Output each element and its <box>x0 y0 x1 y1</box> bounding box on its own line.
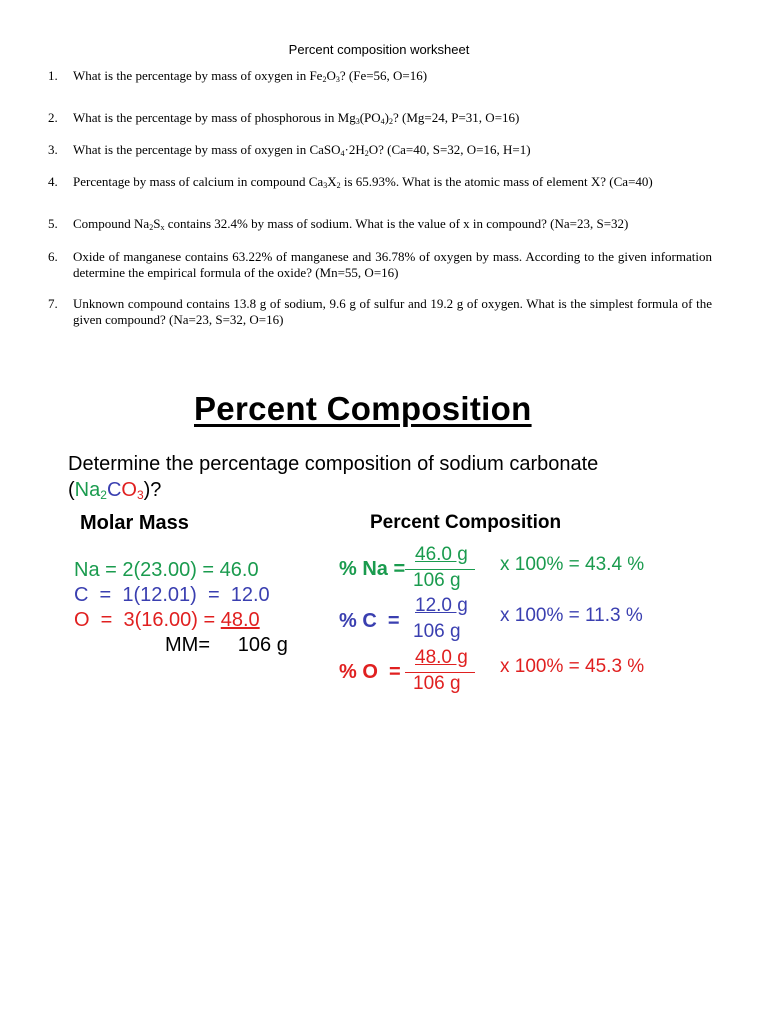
question-number: 6. <box>48 249 58 264</box>
percent-na-result: x 100% = 43.4 % <box>500 554 645 575</box>
question-number: 4. <box>48 174 58 189</box>
molar-mass-o-expression: O = 3(16.00) = <box>74 609 221 631</box>
percent-c-label: % C = <box>339 610 400 632</box>
percent-c-numerator: 12.0 g <box>415 595 468 616</box>
question-text: Percentage by mass of calcium in compound $Ca_3X_2$ is 65.93%. What is the atomic mass of element X? (Ca=40) <box>73 174 653 190</box>
molar-mass-c: C = 1(12.01) = 12.0 <box>74 584 270 606</box>
percent-o-denominator: 106 g <box>413 673 461 694</box>
worksheet-title: Percent composition worksheet <box>288 42 470 57</box>
question-number: 5. <box>48 216 58 231</box>
question-number: 1. <box>48 68 58 83</box>
prompt-open-paren: ( <box>68 479 75 501</box>
percent-o-label: % O = <box>339 661 401 683</box>
formula-na: Na <box>74 479 101 501</box>
question-text: Compound $Na_2S_x$ contains 32.4% by mass of sodium. What is the value of x in compound? (Na=23, S=32) <box>73 216 629 232</box>
question-text: What is the percentage by mass of phosphorous in $Mg_3(PO_4)_2$? (Mg=24, P=31, O=16) <box>73 110 520 126</box>
question-number: 2. <box>48 110 58 125</box>
molar-mass-o <box>74 609 260 632</box>
percent-o-result: x 100% = 45.3 % <box>500 656 645 677</box>
formula-o: O <box>121 479 137 501</box>
question-number: 3. <box>48 142 58 157</box>
formula-o-subscript: 3 <box>136 488 144 502</box>
formula-c: C <box>106 479 122 501</box>
question-number: 7. <box>48 296 58 311</box>
percent-composition-heading: Percent Composition <box>370 512 562 533</box>
prompt-line: Determine the percentage composition of sodium carbonate <box>68 453 599 475</box>
percent-o-numerator: 48.0 g <box>415 647 468 668</box>
question-text: What is the percentage by mass of oxygen in $Fe_2O_3$? (Fe=56, O=16) <box>73 68 428 84</box>
molar-mass-heading: Molar Mass <box>80 512 189 534</box>
percent-c-result: x 100% = 11.3 % <box>500 605 643 626</box>
slide-heading: Percent Composition <box>194 390 532 427</box>
molar-mass-na: Na = 2(23.00) = 46.0 <box>74 559 259 581</box>
percent-o-fraction-bar <box>405 672 475 673</box>
question-text: What is the percentage by mass of oxygen in $CaSO_4\cdot 2H_2O$? (Ca=40, S=32, O=16, H=1) <box>73 142 531 158</box>
molar-mass-total: MM= 106 g <box>165 634 288 656</box>
percent-na-numerator: 46.0 g <box>415 544 468 565</box>
percent-c-denominator: 106 g <box>413 621 461 642</box>
percent-na-fraction-bar <box>405 569 475 570</box>
question-text: Unknown compound contains 13.8 g of sodium, 9.6 g of sulfur and 19.2 g of oxygen. What is the simplest formula of the given compound? (Na=23, S=32, O=16) <box>73 296 712 327</box>
percent-na-denominator: 106 g <box>413 570 461 591</box>
formula-na-subscript: 2 <box>100 488 107 502</box>
percent-na-label: % Na = <box>339 558 406 580</box>
prompt-formula <box>68 479 161 502</box>
molar-mass-o-value: 48.0 <box>220 609 260 631</box>
question-text: Oxide of manganese contains 63.22% of manganese and 36.78% of oxygen by mass. According to the given information determine the empirical formula of the oxide? (Mn=55, O=16) <box>73 249 712 280</box>
prompt-close-paren: )? <box>143 479 162 501</box>
